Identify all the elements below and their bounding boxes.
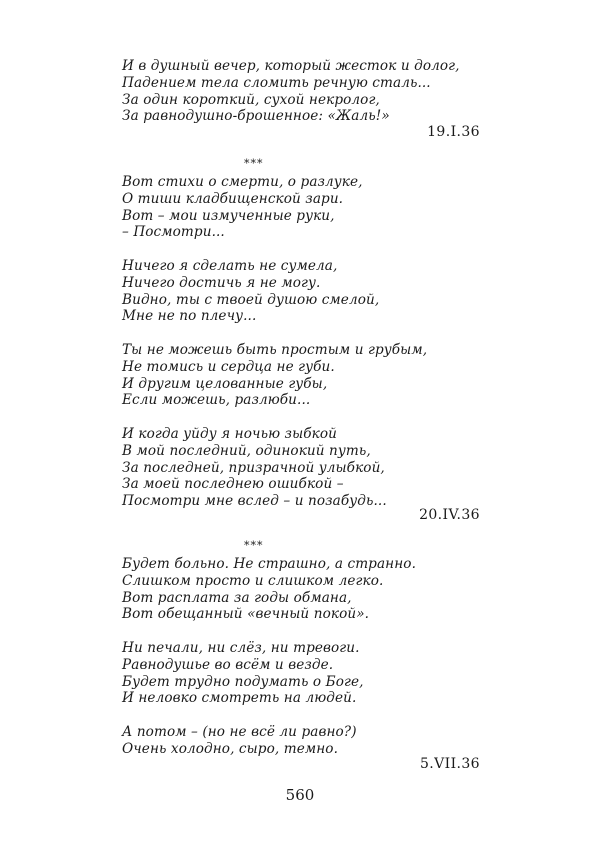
verse-line: Вот расплата за годы обмана, [122, 589, 352, 606]
poem-3-date: 5.VII.36 [420, 756, 480, 772]
poem-2-body [122, 174, 482, 510]
verse-line: А потом – (но не всё ли равно?) [122, 723, 357, 740]
stanza-gap [122, 325, 482, 342]
verse-line: Мне не по плечу... [122, 308, 257, 325]
stanza-gap [122, 707, 482, 724]
page-number: 560 [285, 786, 315, 804]
verse-line: Ничего я сделать не сумела, [122, 257, 338, 274]
poem-2-date: 20.IV.36 [419, 507, 480, 523]
verse-line: Вот – мои измученные руки, [122, 207, 335, 224]
verse-line: За моей последнею ошибкой – [122, 476, 344, 493]
verse-line: Видно, ты с твоей душою смелой, [122, 291, 380, 308]
verse-line: Вот стихи о смерти, о разлуке, [122, 174, 363, 190]
verse-line: Будет больно. Не страшно, а странно. [122, 556, 417, 572]
verse-line: За один короткий, сухой некролог, [122, 91, 380, 108]
verse-line: В мой последний, одинокий путь, [122, 442, 371, 459]
verse-line: Очень холодно, сыро, темно. [122, 740, 338, 757]
verse-line: Ничего достичь я не могу. [122, 274, 321, 291]
verse-line: За равнодушно-брошенное: «Жаль!» [122, 108, 390, 125]
verse-line: И неловко смотреть на людей. [122, 690, 357, 707]
verse-line: Вот обещанный «вечный покой». [122, 606, 370, 623]
verse-line: И в душный вечер, который жесток и долог, [122, 58, 460, 74]
verse-line: Посмотри мне вслед – и позабудь... [122, 493, 387, 510]
verse-line: Ты не можешь быть простым и грубым, [122, 341, 428, 358]
stanza-gap [122, 623, 482, 640]
stanza-gap [122, 409, 482, 426]
stanza-gap [122, 241, 482, 258]
poem-1-date: 19.I.36 [427, 124, 480, 140]
verse-line: Равнодушье во всём и везде. [122, 656, 334, 673]
poem-2-separator: *** [244, 157, 264, 170]
verse-line: Падением тела сломить речную сталь... [122, 74, 431, 91]
verse-line: Не томись и сердца не губи. [122, 358, 335, 375]
poem-3-separator: *** [244, 539, 264, 552]
verse-line: И другим целованные губы, [122, 375, 328, 392]
poem-1-stanza [122, 58, 482, 125]
verse-line: О тиши кладбищенской зари. [122, 190, 344, 207]
verse-line: – Посмотри... [122, 224, 225, 241]
verse-line: Если можешь, разлюби... [122, 392, 311, 409]
verse-line: Слишком просто и слишком легко. [122, 572, 384, 589]
poem-3-body [122, 556, 482, 758]
verse-line: Будет трудно подумать о Боге, [122, 673, 364, 690]
verse-line: Ни печали, ни слёз, ни тревоги. [122, 639, 360, 656]
verse-line: И когда уйду я ночью зыбкой [122, 425, 337, 442]
verse-line: За последней, призрачной улыбкой, [122, 459, 385, 476]
